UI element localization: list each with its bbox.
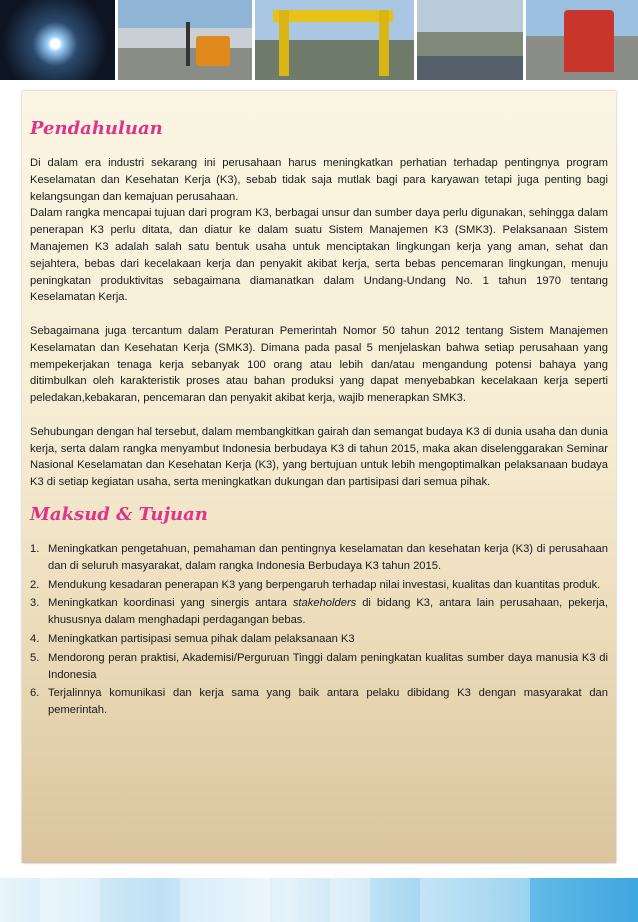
list-number: 1. (30, 542, 40, 555)
footer-stripe (330, 878, 370, 922)
paragraph-intro-a: Di dalam era industri sekarang ini perusahaan harus meningkatkan perhatian terhadap pentingnya program Keselamatan dan Kesehatan Kerja (K3), sebab tidak saja mutlak bagi para karyawan tetapi juga penting bagi kelangsungan dan kemajuan perusahaan. (30, 157, 608, 203)
footer-stripe (180, 878, 270, 922)
list-text-post: di bidang K3, antara lain perusahaan, pekerja, khususnya dalam menghadapi perdagangan bebas. (48, 597, 608, 627)
footer-stripe (40, 878, 100, 922)
storage-tank-photo (526, 0, 638, 80)
welding-photo (0, 0, 115, 80)
photo-banner (0, 0, 638, 80)
list-number: 2. (30, 578, 40, 591)
list-text: Meningkatkan partisipasi semua pihak dalam pelaksanaan K3 (48, 632, 355, 645)
gantry-crane-photo (255, 0, 414, 80)
list-item (30, 650, 608, 684)
gantry-leg (279, 10, 289, 76)
gantry-leg (379, 10, 389, 76)
list-item (30, 631, 608, 648)
gantry-beam (273, 10, 393, 22)
list-number: 3. (30, 597, 40, 610)
section-title-pendahuluan: Pendahuluan (30, 118, 163, 139)
paragraph-regulation: Sebagaimana juga tercantum dalam Peraturan Pemerintah Nomor 50 tahun 2012 tentang Sistem Manajemen Keselamatan dan Kesehatan Kerja (SMK3). Dimana pada pasal 5 menjelaskan bahwa setiap perusahaan yang mempekerjakan tenaga kerja sebanyak 100 orang atau lebih dan/atau mengandung potensi bahaya yang ditimbulkan oleh karakteristik proses atau bahan produksi yang dapat menyebabkan kecelakaan kerja seperti peledakan,kebakaran, pencemaran dan penyakit akibat kerja, wajib menerapkan SMK3. (30, 324, 608, 405)
objectives-list (30, 541, 608, 719)
section-title-maksud-tujuan: Maksud & Tujuan (30, 503, 208, 525)
list-text-pre: Meningkatkan koordinasi yang sinergis antara (48, 597, 293, 610)
list-number: 4. (30, 632, 40, 645)
list-number: 6. (30, 687, 40, 700)
list-item (30, 577, 608, 594)
list-number: 5. (30, 651, 40, 664)
tank-shape (564, 10, 614, 72)
list-item (30, 595, 608, 629)
list-text: Mendorong peran praktisi, Akademisi/Perguruan Tinggi dalam peningkatan kualitas sumber daya manusia K3 di Indonesia (48, 651, 608, 681)
list-text: Mendukung kesadaran penerapan K3 yang berpengaruh terhadap nilai investasi, kualitas dan kuantitas produk. (48, 578, 601, 591)
industrial-site-photo (417, 0, 523, 80)
list-item (30, 541, 608, 575)
list-text-emphasis: stakeholders (292, 597, 357, 610)
list-text: Meningkatkan pengetahuan, pemahaman dan pentingnya keselamatan dan kesehatan kerja (K3) di perusahaan dan di seluruh masyarakat, dalam rangka Indonesia Berbudaya K3 tahun 2015. (48, 542, 608, 572)
list-text (48, 595, 608, 629)
list-text: Terjalinnya komunikasi dan kerja sama yang baik antara pelaku dibidang K3 dengan masyarakat dan pemerintah. (48, 687, 608, 717)
forklift-shape (196, 36, 230, 66)
paragraph-seminar: Sehubungan dengan hal tersebut, dalam membangkitkan gairah dan semangat budaya K3 di dunia usaha dan dunia kerja, serta dalam rangka menyambut Indonesia berbudaya K3 di tahun 2015, maka akan diselenggarakan Seminar Nasional Keselamatan dan Kesehatan Kerja (K3), yang bertujuan untuk lebih mengoptimalkan pelaksanaan budaya K3 di setiap kegiatan usaha, serta meningkatkan dukungan dan partisipasi dari semua pihak. (30, 425, 608, 489)
list-item (30, 685, 608, 719)
footer-stripes (0, 878, 638, 922)
paragraph-intro-b: Dalam rangka mencapai tujuan dari program K3, berbagai unsur dan sumber daya perlu digunakan, sehingga dalam penerapan K3 perlu ditata, dan diatur ke dalam suatu Sistem Manajemen K3 (SMK3). Pelaksanaan Sistem Manajemen K3 adalah salah satu bentuk usaha untuk menciptakan lingkungan kerja yang aman, sehat dan sejahtera, bebas dari kecelakaan kerja dan penyakit akibat kerja, serta bebas pencemaran lingkungan, menuju peningkatan produktivitas sebagaimana diamanatkan dalam Undang-Undang No. 1 tahun 1970 tentang Keselamatan Kerja. (30, 207, 608, 304)
footer-stripe (420, 878, 530, 922)
content-panel (22, 91, 616, 863)
forklift-photo (118, 0, 251, 80)
